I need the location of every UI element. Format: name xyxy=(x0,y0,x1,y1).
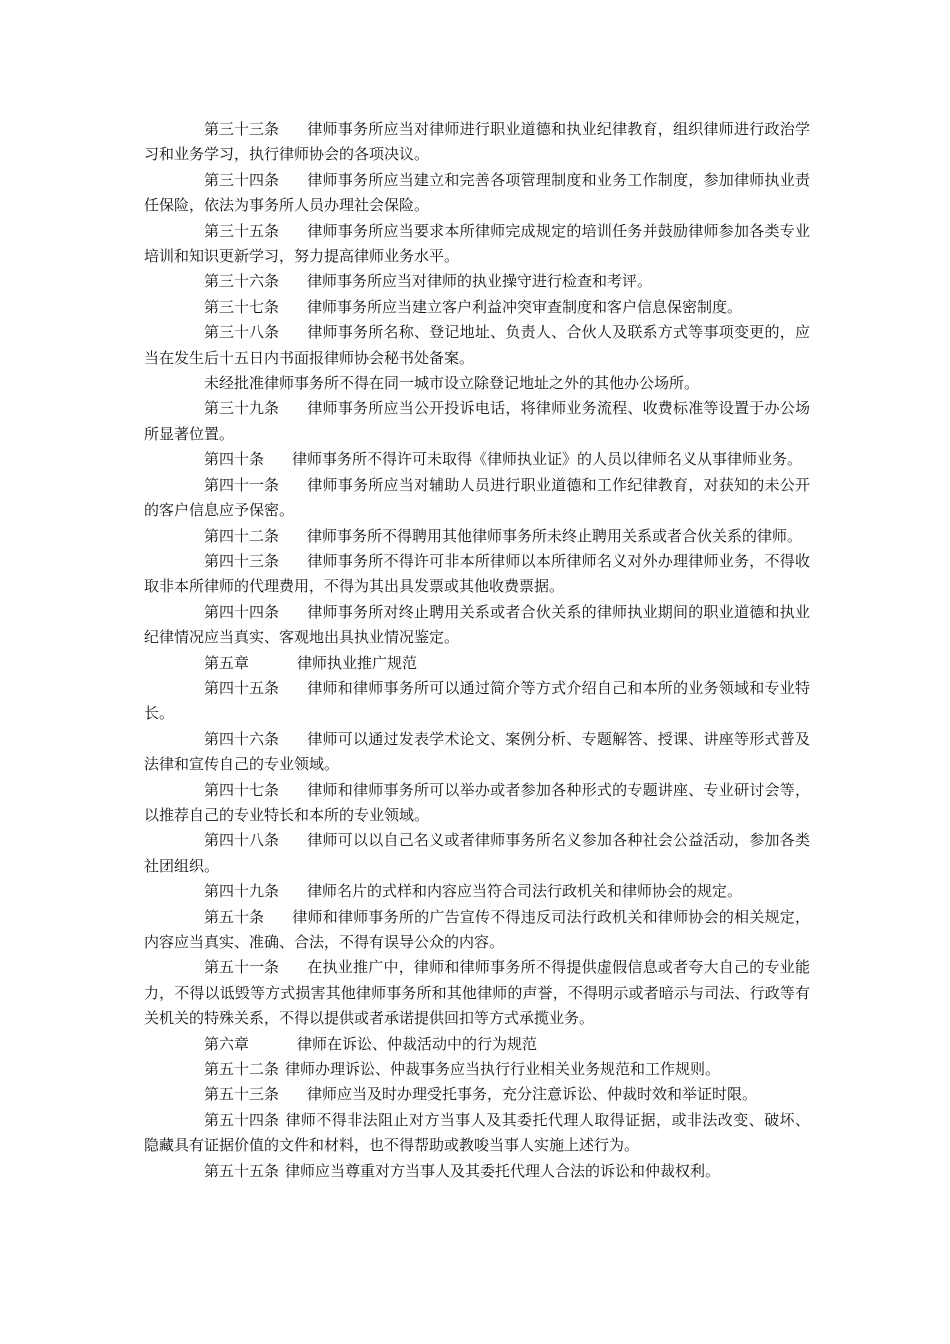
article-48 xyxy=(144,828,810,879)
chapter-label: 第六章 xyxy=(204,1034,250,1053)
article-label: 第四十九条 xyxy=(204,882,280,901)
article-33 xyxy=(144,117,810,168)
article-39 xyxy=(144,396,810,447)
article-label: 第三十七条 xyxy=(204,297,280,316)
chapter-6-heading xyxy=(144,1032,810,1057)
article-label: 第五十三条 xyxy=(204,1085,280,1104)
article-label: 第三十五条 xyxy=(204,221,280,240)
article-text: 律师和律师事务所的广告宣传不得违反司法行政机关和律师协会的相关规定，内容应当真实、准确、合法，不得有误导公众的内容。 xyxy=(144,907,810,951)
article-label: 第四十五条 xyxy=(204,678,280,697)
article-label: 第四十八条 xyxy=(204,831,280,850)
article-text: 律师事务所应当建立和完善各项管理制度和业务工作制度，参加律师执业责任保险，依法为事务所人员办理社会保险。 xyxy=(144,170,810,215)
article-text: 律师和律师事务所可以举办或者参加各种形式的专题讲座、专业研讨会等，以推荐自己的专业特长和本所的专业领域。 xyxy=(144,780,810,824)
article-44 xyxy=(144,600,810,651)
article-37 xyxy=(144,295,810,320)
article-43 xyxy=(144,549,810,600)
article-label: 第四十四条 xyxy=(204,602,280,621)
article-51 xyxy=(144,955,810,1031)
article-53 xyxy=(144,1082,810,1107)
article-text: 律师应当尊重对方当事人及其委托代理人合法的诉讼和仲裁权利。 xyxy=(285,1161,721,1180)
paragraph-text: 未经批准律师事务所不得在同一城市设立除登记地址之外的其他办公场所。 xyxy=(204,374,700,393)
article-text: 律师事务所不得许可未取得《律师执业证》的人员以律师名义从事律师业务。 xyxy=(292,450,803,469)
article-text: 在执业推广中，律师和律师事务所不得提供虚假信息或者夸大自己的专业能力，不得以诋毁等方式损害其他律师事务所和其他律师的声誉，不得明示或者暗示与司法、行政等有关机关的特殊关系，不得以提供或者承诺提供回扣等方式承揽业务。 xyxy=(144,958,810,1028)
article-label: 第三十四条 xyxy=(204,170,280,189)
article-text: 律师应当及时办理受托事务，充分注意诉讼、仲裁时效和举证时限。 xyxy=(307,1085,758,1104)
article-41 xyxy=(144,473,810,524)
article-36 xyxy=(144,269,810,294)
article-text: 律师不得非法阻止对方当事人及其委托代理人取得证据，或非法改变、破坏、隐藏具有证据价值的文件和材料，也不得帮助或教唆当事人实施上述行为。 xyxy=(144,1110,810,1155)
article-label: 第五十五条 xyxy=(204,1161,280,1180)
article-38-continuation xyxy=(144,371,810,396)
article-35 xyxy=(144,219,810,270)
article-text: 律师名片的式样和内容应当符合司法行政机关和律师协会的规定。 xyxy=(307,882,743,901)
article-54 xyxy=(144,1108,810,1159)
document-body xyxy=(144,117,810,1184)
article-47 xyxy=(144,778,810,829)
chapter-5-heading xyxy=(144,651,810,676)
article-label: 第三十八条 xyxy=(204,323,280,342)
article-label: 第四十六条 xyxy=(204,729,280,748)
article-text: 律师事务所应当公开投诉电话，将律师业务流程、收费标准等设置于办公场所显著位置。 xyxy=(144,399,810,443)
article-text: 律师事务所应当对辅助人员进行职业道德和工作纪律教育，对获知的未公开的客户信息应予保密。 xyxy=(144,475,810,520)
article-46 xyxy=(144,727,810,778)
article-50 xyxy=(144,905,810,956)
chapter-title: 律师执业推广规范 xyxy=(297,653,418,672)
article-38 xyxy=(144,320,810,371)
article-40 xyxy=(144,447,810,472)
article-label: 第四十二条 xyxy=(204,526,280,545)
article-49 xyxy=(144,879,810,904)
article-text: 律师可以通过发表学术论文、案例分析、专题解答、授课、讲座等形式普及法律和宣传自己的专业领域。 xyxy=(144,729,810,774)
article-42 xyxy=(144,524,810,549)
article-label: 第四十七条 xyxy=(204,780,280,799)
article-45 xyxy=(144,676,810,727)
article-label: 第四十一条 xyxy=(204,475,280,494)
article-label: 第三十三条 xyxy=(204,120,280,138)
article-text: 律师办理诉讼、仲裁事务应当执行行业相关业务规范和工作规则。 xyxy=(285,1060,721,1079)
article-text: 律师和律师事务所可以通过简介等方式介绍自己和本所的业务领域和专业特长。 xyxy=(144,678,810,723)
article-label: 第四十条 xyxy=(204,450,265,469)
article-text: 律师事务所不得聘用其他律师事务所未终止聘用关系或者合伙关系的律师。 xyxy=(307,526,803,545)
article-text: 律师事务所对终止聘用关系或者合伙关系的律师执业期间的职业道德和执业纪律情况应当真实、客观地出具执业情况鉴定。 xyxy=(144,602,810,647)
article-label: 第四十三条 xyxy=(204,551,280,570)
article-text: 律师事务所不得许可非本所律师以本所律师名义对外办理律师业务，不得收取非本所律师的代理费用，不得为其出具发票或其他收费票据。 xyxy=(144,551,810,596)
chapter-label: 第五章 xyxy=(204,653,250,672)
article-text: 律师事务所应当对律师的执业操守进行检查和考评。 xyxy=(307,272,653,291)
article-label: 第三十九条 xyxy=(204,399,280,418)
article-label: 第五十一条 xyxy=(204,958,280,977)
article-label: 第三十六条 xyxy=(204,272,280,291)
article-text: 律师事务所应当要求本所律师完成规定的培训任务并鼓励律师参加各类专业培训和知识更新学习，努力提高律师业务水平。 xyxy=(144,221,810,266)
chapter-title: 律师在诉讼、仲裁活动中的行为规范 xyxy=(297,1034,538,1053)
article-text: 律师事务所应当建立客户利益冲突审查制度和客户信息保密制度。 xyxy=(307,297,743,316)
article-55 xyxy=(144,1159,810,1184)
article-label: 第五十四条 xyxy=(204,1110,280,1129)
article-label: 第五十条 xyxy=(204,907,265,926)
article-34 xyxy=(144,168,810,219)
article-52 xyxy=(144,1057,810,1082)
article-label: 第五十二条 xyxy=(204,1060,280,1079)
article-text: 律师事务所应当对律师进行职业道德和执业纪律教育，组织律师进行政治学习和业务学习，执行律师协会的各项决议。 xyxy=(144,120,810,164)
article-text: 律师事务所名称、登记地址、负责人、合伙人及联系方式等事项变更的，应当在发生后十五日内书面报律师协会秘书处备案。 xyxy=(144,323,810,367)
article-text: 律师可以以自己名义或者律师事务所名义参加各种社会公益活动，参加各类社团组织。 xyxy=(144,831,810,875)
